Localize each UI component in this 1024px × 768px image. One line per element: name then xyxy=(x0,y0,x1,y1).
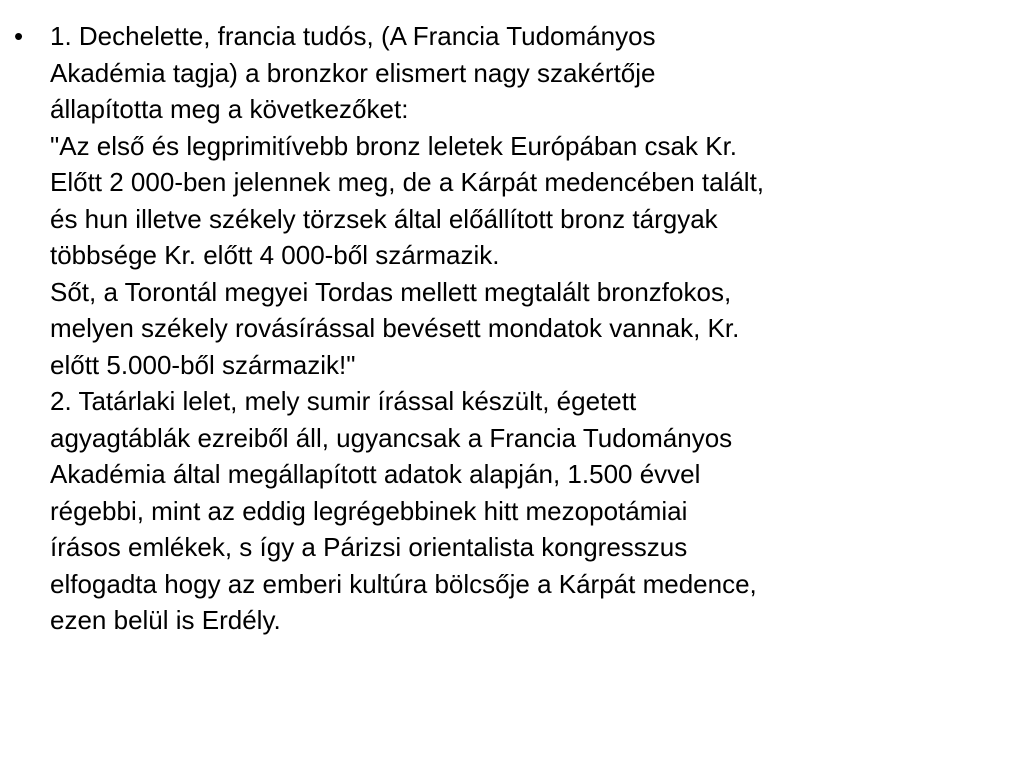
text-line: ezen belül is Erdély. xyxy=(50,605,281,635)
text-line: többsége Kr. előtt 4 000-ből származik. xyxy=(50,240,500,270)
text-line: 2. Tatárlaki lelet, mely sumir írással készült, égetett xyxy=(50,386,637,416)
text-line: "Az első és legprimitívebb bronz leletek Európában csak Kr. xyxy=(50,130,738,161)
text-line: agyagtáblák ezreiből áll, ugyancsak a Francia Tudományos xyxy=(50,422,733,453)
bullet-icon: • xyxy=(14,21,24,51)
text-line: Sőt, a Torontál megyei Tordas mellett megtalált bronzfokos, xyxy=(50,276,732,307)
text-line: írásos emlékek, s így a Párizsi orientalista kongresszus xyxy=(50,532,688,562)
text-line: elfogadta hogy az emberi kultúra bölcsője a Kárpát medence, xyxy=(50,568,757,599)
text-line: régebbi, mint az eddig legrégebbinek hitt mezopotámiai xyxy=(50,495,688,526)
text-line: előtt 5.000-ből származik!" xyxy=(50,349,356,380)
text-line: 1. Dechelette, francia tudós, (A Francia Tudományos xyxy=(50,21,656,51)
text-line: állapította meg a következőket: xyxy=(50,94,409,124)
text-line: melyen székely rovásírással bevésett mondatok vannak, Kr. xyxy=(50,313,740,343)
text-line: Akadémia tagja) a bronzkor elismert nagy szakértője xyxy=(50,57,656,88)
bullet-item xyxy=(14,18,1010,639)
text-line: Előtt 2 000-ben jelennek meg, de a Kárpát medencében talált, xyxy=(50,167,765,197)
text-line: és hun illetve székely törzsek által előállított bronz tárgyak xyxy=(50,203,718,234)
text-line: Akadémia által megállapított adatok alapján, 1.500 évvel xyxy=(50,459,701,489)
